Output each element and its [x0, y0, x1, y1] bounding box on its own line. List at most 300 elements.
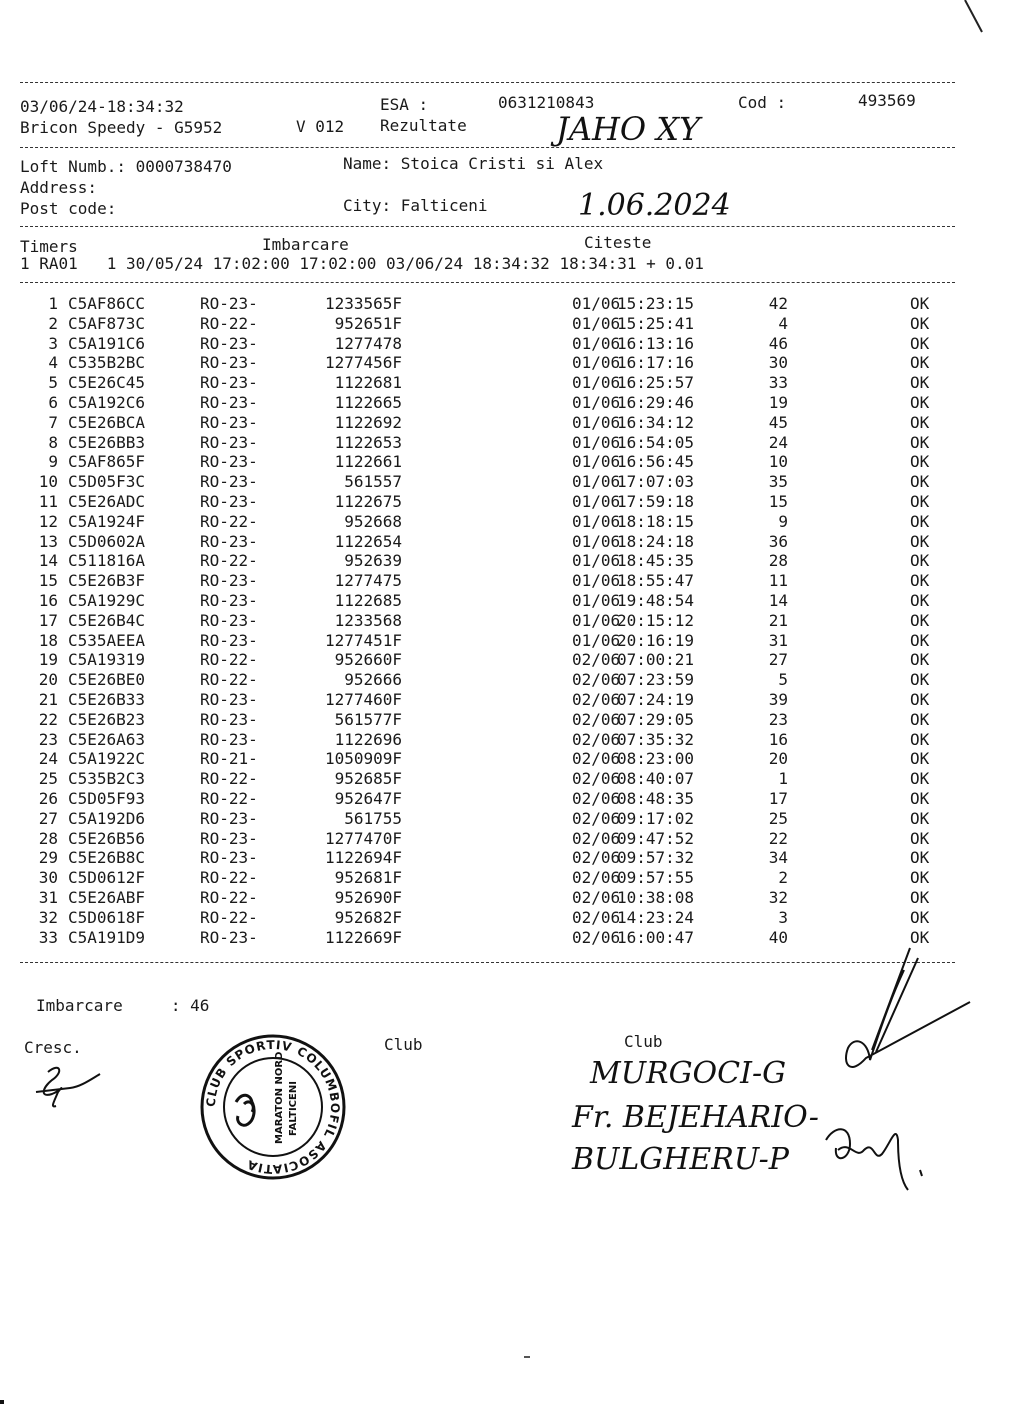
- status: OK: [910, 888, 930, 907]
- page-speck: [524, 1356, 530, 1358]
- row-index: 7: [48, 412, 58, 432]
- table-row: [0, 631, 1024, 651]
- status: OK: [910, 670, 930, 690]
- club-label-2: Club: [624, 1032, 663, 1051]
- row-index: 18: [38, 630, 58, 650]
- arrival-time: 16:00:47: [617, 927, 695, 947]
- position: 32: [768, 888, 788, 907]
- esa-label: ESA :: [380, 95, 429, 114]
- device-name: Bricon Speedy - G5952: [20, 118, 223, 137]
- arrival-date: 01/06: [572, 412, 621, 432]
- club-label-1: Club: [384, 1035, 423, 1054]
- status: OK: [910, 353, 930, 373]
- ring-id: C535AEEA: [68, 630, 146, 650]
- ring-prefix: RO-23-: [200, 927, 258, 947]
- position: 14: [768, 591, 788, 610]
- row-index: 20: [38, 670, 58, 690]
- ring-number: 1122681: [334, 373, 402, 393]
- row-index: 32: [38, 907, 58, 927]
- table-row: [0, 373, 1024, 393]
- ring-prefix: RO-23-: [200, 729, 258, 749]
- status: OK: [910, 749, 930, 769]
- ring-prefix: RO-23-: [200, 492, 258, 511]
- ring-number: 1050909F: [324, 749, 402, 769]
- row-index: 16: [38, 591, 58, 610]
- imbarcare-summary: Imbarcare : 46: [36, 996, 210, 1015]
- status: OK: [910, 808, 930, 828]
- ring-number: 952668: [344, 511, 402, 531]
- ring-number: 1122675: [334, 492, 402, 511]
- cod-label: Cod :: [738, 93, 787, 112]
- row-index: 8: [48, 432, 58, 452]
- row-index: 14: [38, 551, 58, 571]
- position: 36: [768, 531, 788, 551]
- arrival-date: 02/06: [572, 769, 621, 789]
- handwritten-name-2: Fr. BEJEHARIO-: [572, 1100, 819, 1135]
- cresc-label: Cresc.: [24, 1038, 82, 1057]
- citeste-label: Citeste: [584, 233, 652, 252]
- ring-prefix: RO-22-: [200, 789, 258, 808]
- table-row: [0, 730, 1024, 750]
- arrival-time: 09:57:32: [617, 848, 695, 868]
- arrival-time: 19:48:54: [617, 591, 695, 610]
- handwritten-note-top: JAHO XY: [556, 110, 701, 148]
- arrival-time: 14:23:24: [617, 907, 695, 927]
- arrival-time: 18:18:15: [617, 511, 695, 531]
- ring-number: 1122692: [334, 412, 402, 432]
- ring-id: C5A1924F: [68, 511, 146, 531]
- row-index: 33: [38, 927, 58, 947]
- table-row: [0, 532, 1024, 552]
- position: 11: [768, 571, 788, 591]
- row-index: 30: [38, 868, 58, 888]
- table-row: [0, 551, 1024, 571]
- ring-prefix: RO-23-: [200, 452, 258, 472]
- table-row: [0, 690, 1024, 710]
- pigeon-icon: [236, 1095, 254, 1125]
- arrival-date: 01/06: [572, 313, 621, 333]
- position: 39: [768, 690, 788, 709]
- ring-id: C5AF86CC: [68, 294, 146, 313]
- status: OK: [910, 650, 930, 670]
- row-index: 12: [38, 511, 58, 531]
- ring-prefix: RO-22-: [200, 313, 258, 333]
- ring-id: C5E26BB3: [68, 432, 146, 452]
- status: OK: [910, 927, 930, 947]
- row-index: 3: [48, 333, 58, 353]
- arrival-date: 02/06: [572, 709, 621, 729]
- arrival-time: 07:29:05: [617, 709, 695, 729]
- table-row: [0, 749, 1024, 769]
- row-index: 26: [38, 789, 58, 808]
- row-index: 21: [38, 690, 58, 709]
- ring-number: 952681F: [334, 868, 402, 888]
- arrival-date: 01/06: [572, 353, 621, 373]
- row-index: 27: [38, 808, 58, 828]
- arrival-time: 17:07:03: [617, 472, 695, 492]
- rezultate-label: Rezultate: [380, 116, 467, 135]
- arrival-date: 02/06: [572, 749, 621, 769]
- ring-id: C511816A: [68, 551, 146, 571]
- ring-number: 1277456F: [324, 353, 402, 373]
- ring-id: C5AF865F: [68, 452, 146, 472]
- position: 45: [768, 412, 788, 432]
- ring-prefix: RO-23-: [200, 333, 258, 353]
- ring-number: 1277475: [334, 571, 402, 591]
- ring-prefix: RO-23-: [200, 709, 258, 729]
- report-datetime: 03/06/24-18:34:32: [20, 97, 184, 116]
- ring-prefix: RO-22-: [200, 888, 258, 907]
- ring-prefix: RO-23-: [200, 432, 258, 452]
- position: 3: [778, 907, 788, 927]
- arrival-date: 01/06: [572, 373, 621, 393]
- arrival-date: 01/06: [572, 333, 621, 353]
- table-row: [0, 492, 1024, 512]
- arrival-date: 02/06: [572, 888, 621, 907]
- ring-id: C5E26B56: [68, 828, 146, 848]
- table-row: [0, 908, 1024, 928]
- ring-number: 952685F: [334, 769, 402, 789]
- table-row: [0, 294, 1024, 314]
- cod-value: 493569: [858, 91, 916, 110]
- status: OK: [910, 452, 930, 472]
- table-row: [0, 512, 1024, 532]
- club-signature-1: [810, 940, 980, 1100]
- position: 23: [768, 709, 788, 729]
- ring-number: 1122653: [334, 432, 402, 452]
- table-row: [0, 571, 1024, 591]
- position: 17: [768, 789, 788, 808]
- status: OK: [910, 571, 930, 591]
- position: 31: [768, 630, 788, 650]
- row-index: 17: [38, 610, 58, 630]
- arrival-time: 08:23:00: [617, 749, 695, 769]
- status: OK: [910, 531, 930, 551]
- handwritten-name-3: BULGHERU-P: [572, 1142, 789, 1177]
- arrival-time: 16:25:57: [617, 373, 695, 393]
- ring-number: 1122669F: [324, 927, 402, 947]
- arrival-time: 08:48:35: [617, 789, 695, 808]
- arrival-time: 07:00:21: [617, 650, 695, 670]
- ring-prefix: RO-23-: [200, 828, 258, 848]
- position: 20: [768, 749, 788, 769]
- row-index: 2: [48, 313, 58, 333]
- cresc-signature: [30, 1062, 110, 1112]
- ring-number: 1277478: [334, 333, 402, 353]
- position: 9: [778, 511, 788, 531]
- ring-prefix: RO-23-: [200, 531, 258, 551]
- arrival-date: 02/06: [572, 848, 621, 868]
- position: 28: [768, 551, 788, 571]
- ring-id: C5D0612F: [68, 868, 146, 888]
- imbarcare-label: Imbarcare: [262, 235, 349, 254]
- status: OK: [910, 769, 930, 789]
- ring-id: C5E26B23: [68, 709, 146, 729]
- ring-id: C5E26BCA: [68, 412, 146, 432]
- row-index: 23: [38, 729, 58, 749]
- ring-prefix: RO-23-: [200, 690, 258, 709]
- ring-id: C5A191C6: [68, 333, 146, 353]
- ring-id: C5A192D6: [68, 808, 146, 828]
- arrival-date: 02/06: [572, 789, 621, 808]
- ring-id: C5E26ABF: [68, 888, 146, 907]
- arrival-time: 07:24:19: [617, 690, 695, 709]
- ring-prefix: RO-22-: [200, 551, 258, 571]
- corner-mark: [960, 0, 1000, 40]
- row-index: 6: [48, 393, 58, 412]
- arrival-date: 02/06: [572, 808, 621, 828]
- table-row: [0, 353, 1024, 373]
- owner-name: Name: Stoica Cristi si Alex: [343, 154, 604, 173]
- arrival-date: 01/06: [572, 492, 621, 511]
- row-index: 10: [38, 472, 58, 492]
- arrival-time: 16:13:16: [617, 333, 695, 353]
- ring-number: 1122694F: [324, 848, 402, 868]
- ring-prefix: RO-22-: [200, 769, 258, 789]
- arrival-time: 16:54:05: [617, 432, 695, 452]
- position: 19: [768, 393, 788, 412]
- ring-prefix: RO-23-: [200, 808, 258, 828]
- table-row: [0, 611, 1024, 631]
- table-row: [0, 769, 1024, 789]
- position: 27: [768, 650, 788, 670]
- ring-id: C5E26B4C: [68, 610, 146, 630]
- row-index: 11: [38, 492, 58, 511]
- ring-prefix: RO-23-: [200, 294, 258, 313]
- ring-number: 952666: [344, 670, 402, 690]
- ring-prefix: RO-23-: [200, 353, 258, 373]
- stamp-ring-text: CLUB SPORTIV COLUMBOFIL ASOCIATIA: [203, 1037, 343, 1177]
- ring-id: C5A192C6: [68, 393, 146, 412]
- ring-prefix: RO-22-: [200, 907, 258, 927]
- ring-id: C5A1929C: [68, 591, 146, 610]
- status: OK: [910, 907, 930, 927]
- arrival-date: 01/06: [572, 294, 621, 313]
- arrival-time: 10:38:08: [617, 888, 695, 907]
- table-row: [0, 650, 1024, 670]
- status: OK: [910, 848, 930, 868]
- ring-prefix: RO-23-: [200, 848, 258, 868]
- table-row: [0, 413, 1024, 433]
- arrival-date: 01/06: [572, 452, 621, 472]
- timer-line: 1 RA01 1 30/05/24 17:02:00 17:02:00 03/06/24 18:34:32 18:34:31 + 0.01: [20, 254, 704, 273]
- ring-id: C5A191D9: [68, 927, 146, 947]
- ring-prefix: RO-23-: [200, 630, 258, 650]
- arrival-date: 01/06: [572, 472, 621, 492]
- ring-number: 1233565F: [324, 294, 402, 313]
- position: 21: [768, 610, 788, 630]
- status: OK: [910, 511, 930, 531]
- ring-id: C5AF873C: [68, 313, 146, 333]
- arrival-time: 20:16:19: [617, 630, 695, 650]
- ring-prefix: RO-22-: [200, 670, 258, 690]
- ring-number: 1277460F: [324, 690, 402, 709]
- status: OK: [910, 373, 930, 393]
- ring-id: C5E26ADC: [68, 492, 146, 511]
- ring-number: 1122696: [334, 729, 402, 749]
- row-index: 4: [48, 353, 58, 373]
- stamp-text-falticeni: FALTICENI: [288, 1081, 299, 1136]
- position: 24: [768, 432, 788, 452]
- arrival-date: 02/06: [572, 828, 621, 848]
- position: 10: [768, 452, 788, 472]
- table-row: [0, 848, 1024, 868]
- arrival-date: 01/06: [572, 432, 621, 452]
- status: OK: [910, 789, 930, 808]
- ring-id: C5E26B8C: [68, 848, 146, 868]
- ring-prefix: RO-21-: [200, 749, 258, 769]
- row-index: 9: [48, 452, 58, 472]
- arrival-date: 02/06: [572, 650, 621, 670]
- divider-top: [20, 82, 955, 83]
- ring-id: C5D0602A: [68, 531, 146, 551]
- arrival-date: 01/06: [572, 610, 621, 630]
- arrival-time: 15:23:15: [617, 294, 695, 313]
- ring-prefix: RO-23-: [200, 412, 258, 432]
- table-row: [0, 868, 1024, 888]
- ring-number: 952690F: [334, 888, 402, 907]
- row-index: 13: [38, 531, 58, 551]
- table-row: [0, 393, 1024, 413]
- ring-number: 1122665: [334, 393, 402, 412]
- ring-number: 561577F: [334, 709, 402, 729]
- ring-prefix: RO-22-: [200, 868, 258, 888]
- ring-id: C5A19319: [68, 650, 146, 670]
- arrival-time: 18:24:18: [617, 531, 695, 551]
- arrival-time: 18:45:35: [617, 551, 695, 571]
- status: OK: [910, 690, 930, 709]
- ring-number: 1122685: [334, 591, 402, 610]
- position: 15: [768, 492, 788, 511]
- ring-number: 1277470F: [324, 828, 402, 848]
- table-row: [0, 789, 1024, 809]
- arrival-time: 09:47:52: [617, 828, 695, 848]
- arrival-date: 02/06: [572, 729, 621, 749]
- ring-id: C5D0618F: [68, 907, 146, 927]
- city: City: Falticeni: [343, 196, 488, 215]
- ring-prefix: RO-22-: [200, 650, 258, 670]
- ring-prefix: RO-23-: [200, 610, 258, 630]
- table-row: [0, 314, 1024, 334]
- ring-id: C5A1922C: [68, 749, 146, 769]
- status: OK: [910, 828, 930, 848]
- ring-id: C535B2BC: [68, 353, 146, 373]
- ring-number: 952647F: [334, 789, 402, 808]
- arrival-time: 09:57:55: [617, 868, 695, 888]
- position: 16: [768, 729, 788, 749]
- table-row: [0, 472, 1024, 492]
- arrival-date: 01/06: [572, 393, 621, 412]
- table-row: [0, 829, 1024, 849]
- page-dot: [0, 1400, 4, 1404]
- row-index: 28: [38, 828, 58, 848]
- arrival-time: 15:25:41: [617, 313, 695, 333]
- timers-label: Timers: [20, 237, 78, 256]
- handwritten-date: 1.06.2024: [578, 188, 731, 223]
- row-index: 1: [48, 294, 58, 313]
- arrival-time: 07:23:59: [617, 670, 695, 690]
- position: 1: [778, 769, 788, 789]
- position: 30: [768, 353, 788, 373]
- status: OK: [910, 432, 930, 452]
- ring-number: 952660F: [334, 650, 402, 670]
- arrival-date: 02/06: [572, 690, 621, 709]
- row-index: 29: [38, 848, 58, 868]
- arrival-time: 16:17:16: [617, 353, 695, 373]
- arrival-date: 01/06: [572, 551, 621, 571]
- ring-number: 952651F: [334, 313, 402, 333]
- arrival-date: 02/06: [572, 670, 621, 690]
- row-index: 22: [38, 709, 58, 729]
- ring-id: C5D05F93: [68, 789, 146, 808]
- position: 2: [778, 868, 788, 888]
- table-row: [0, 710, 1024, 730]
- ring-prefix: RO-23-: [200, 393, 258, 412]
- status: OK: [910, 630, 930, 650]
- address-label: Address:: [20, 178, 98, 197]
- position: 40: [768, 927, 788, 947]
- row-index: 31: [38, 888, 58, 907]
- row-index: 15: [38, 571, 58, 591]
- table-row: [0, 670, 1024, 690]
- ring-number: 561755: [344, 808, 402, 828]
- ring-id: C5E26BE0: [68, 670, 146, 690]
- arrival-date: 01/06: [572, 511, 621, 531]
- arrival-time: 08:40:07: [617, 769, 695, 789]
- table-row: [0, 334, 1024, 354]
- status: OK: [910, 313, 930, 333]
- ring-number: 1122654: [334, 531, 402, 551]
- arrival-date: 01/06: [572, 571, 621, 591]
- status: OK: [910, 294, 930, 313]
- status: OK: [910, 492, 930, 511]
- ring-number: 952639: [344, 551, 402, 571]
- arrival-time: 18:55:47: [617, 571, 695, 591]
- status: OK: [910, 412, 930, 432]
- status: OK: [910, 729, 930, 749]
- row-index: 24: [38, 749, 58, 769]
- position: 5: [778, 670, 788, 690]
- position: 34: [768, 848, 788, 868]
- loft-number: Loft Numb.: 0000738470: [20, 157, 232, 176]
- divider-loft: [20, 226, 955, 227]
- arrival-time: 16:34:12: [617, 412, 695, 432]
- arrival-date: 02/06: [572, 907, 621, 927]
- position: 4: [778, 313, 788, 333]
- status: OK: [910, 393, 930, 412]
- table-row: [0, 888, 1024, 908]
- device-version: V 012: [296, 117, 345, 136]
- handwritten-name-1: MURGOCI-G: [590, 1056, 787, 1091]
- row-index: 25: [38, 769, 58, 789]
- position: 35: [768, 472, 788, 492]
- ring-prefix: RO-23-: [200, 571, 258, 591]
- stamp-text-maraton: MARATON NORD: [274, 1051, 285, 1144]
- row-index: 5: [48, 373, 58, 393]
- position: 42: [768, 294, 788, 313]
- arrival-time: 07:35:32: [617, 729, 695, 749]
- position: 46: [768, 333, 788, 353]
- arrival-time: 09:17:02: [617, 808, 695, 828]
- table-row: [0, 433, 1024, 453]
- status: OK: [910, 591, 930, 610]
- ring-prefix: RO-22-: [200, 511, 258, 531]
- arrival-time: 17:59:18: [617, 492, 695, 511]
- ring-id: C5E26B33: [68, 690, 146, 709]
- row-index: 19: [38, 650, 58, 670]
- arrival-time: 16:56:45: [617, 452, 695, 472]
- ring-id: C5E26C45: [68, 373, 146, 393]
